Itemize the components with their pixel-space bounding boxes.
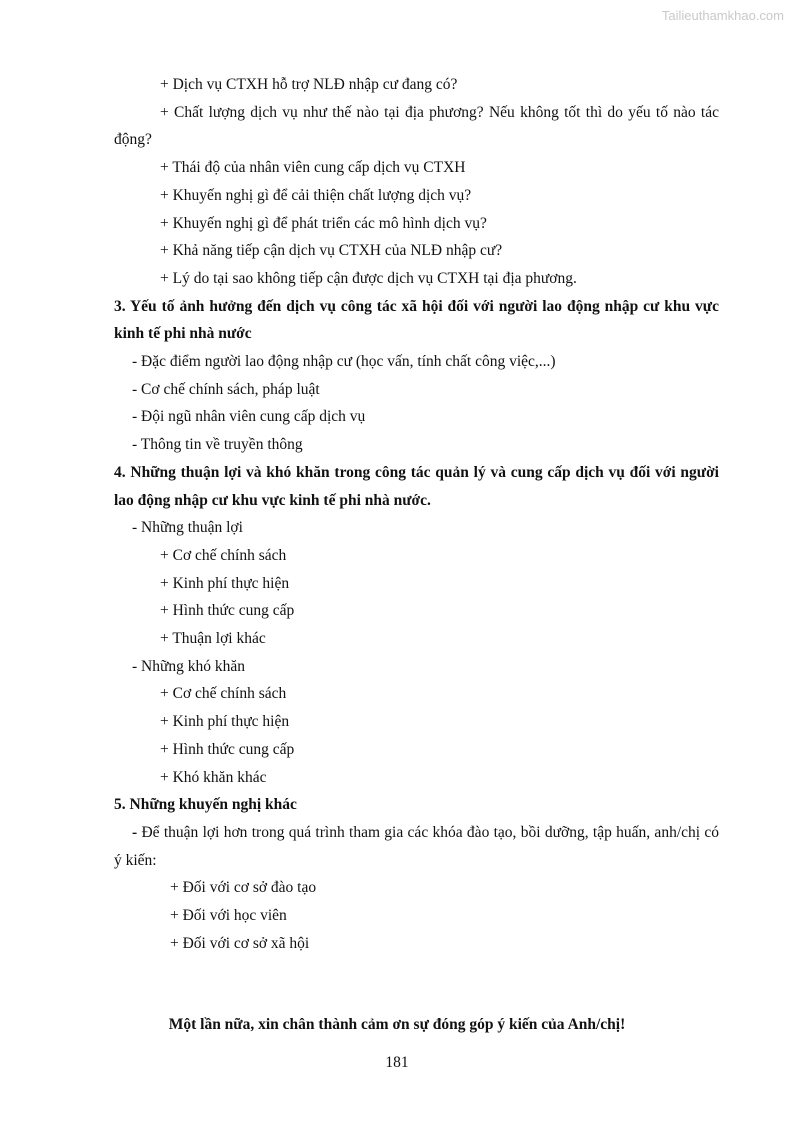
closing-statement: Một lần nữa, xin chân thành cảm ơn sự đóng góp ý kiến của Anh/chị!	[168, 1016, 626, 1033]
list-item: + Đối với cơ sở đào tạo	[170, 879, 317, 897]
list-item: - Thông tin về truyền thông	[132, 436, 303, 454]
section-heading-4: 4. Những thuận lợi và khó khăn trong công tác quản lý và cung cấp dịch vụ đối với người lao động nhập cư khu vực kinh tế phi nhà nước.	[114, 463, 719, 509]
list-item-text: Để thuận lợi hơn trong quá trình tham gia các khóa đào tạo, bồi dưỡng, tập huấn, anh/chị có ý kiến:	[114, 823, 719, 869]
list-item: - Đội ngũ nhân viên cung cấp dịch vụ	[132, 408, 366, 426]
list-item: + Khả năng tiếp cận dịch vụ CTXH của NLĐ nhập cư?	[160, 242, 503, 260]
list-item: + Khuyến nghị gì để cải thiện chất lượng dịch vụ?	[160, 186, 472, 204]
list-item: + Hình thức cung cấp	[160, 602, 295, 620]
list-item: + Đối với học viên	[170, 907, 287, 925]
dash-marker: -	[132, 823, 138, 841]
list-item: - Cơ chế chính sách, pháp luật	[132, 380, 320, 398]
list-item	[114, 819, 719, 874]
list-item: + Khuyến nghị gì để phát triển các mô hình dịch vụ?	[160, 214, 487, 232]
list-item: + Đối với cơ sở xã hội	[170, 934, 310, 952]
list-item: + Kinh phí thực hiện	[160, 713, 290, 731]
list-item: + Hình thức cung cấp	[160, 740, 295, 758]
list-item: + Khó khăn khác	[160, 768, 267, 786]
list-item: + Dịch vụ CTXH hỗ trợ NLĐ nhập cư đang có?	[160, 76, 458, 93]
list-item: + Lý do tại sao không tiếp cận được dịch vụ CTXH tại địa phương.	[160, 269, 577, 287]
list-item: + Cơ chế chính sách	[160, 685, 287, 703]
section-heading-5: 5. Những khuyến nghị khác	[114, 796, 297, 814]
list-item: + Thuận lợi khác	[160, 630, 266, 648]
document-body	[114, 71, 719, 958]
page-number: 181	[385, 1054, 409, 1071]
list-item: + Cơ chế chính sách	[160, 546, 287, 564]
list-item: - Những khó khăn	[132, 657, 246, 675]
list-item: + Kinh phí thực hiện	[160, 574, 290, 592]
list-item: + Chất lượng dịch vụ như thế nào tại địa phương? Nếu không tốt thì do yếu tố nào tác động?	[114, 103, 719, 149]
list-item: - Đặc điểm người lao động nhập cư (học vấn, tính chất công việc,...)	[132, 353, 556, 371]
watermark: Tailieuthamkhao.com	[661, 8, 784, 23]
section-heading-3: 3. Yếu tố ảnh hưởng đến dịch vụ công tác xã hội đối với người lao động nhập cư khu vực kinh tế phi nhà nước	[114, 297, 719, 343]
list-item: - Những thuận lợi	[132, 519, 243, 537]
list-item: + Thái độ của nhân viên cung cấp dịch vụ CTXH	[160, 159, 466, 177]
